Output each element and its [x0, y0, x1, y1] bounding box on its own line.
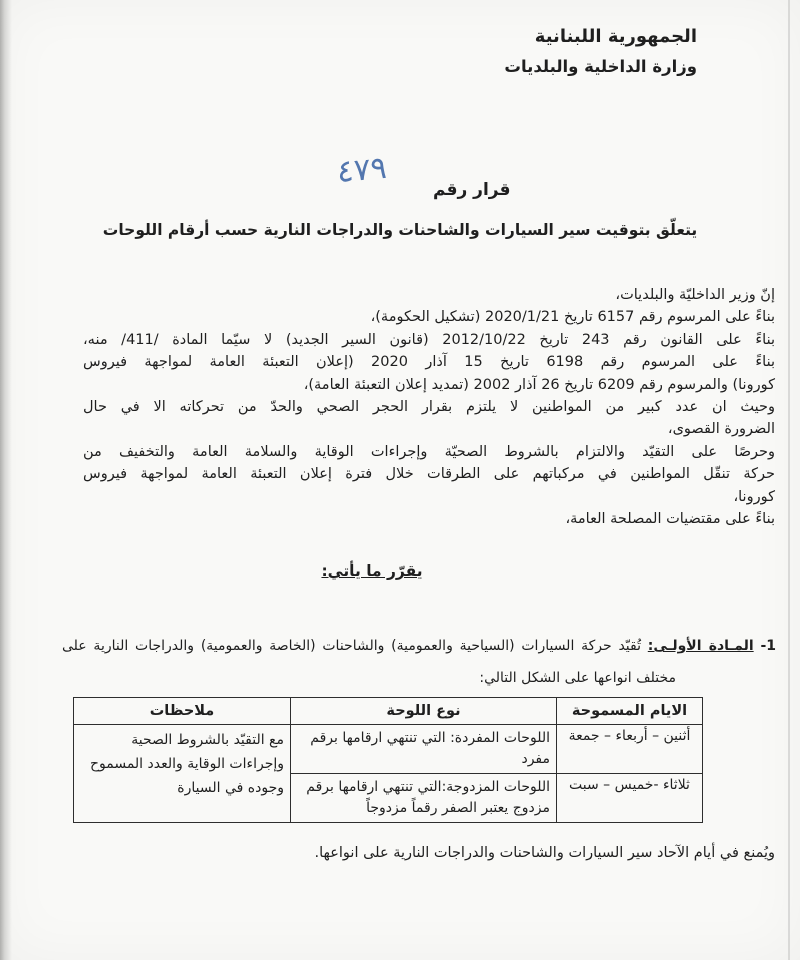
- allowed-days-even: ثلاثاء -خميس – سبت: [557, 774, 703, 823]
- allowed-days-odd: أثنين – أربعاء – جمعة: [557, 725, 703, 774]
- preamble-line: وحرصًا على التقيّد والالتزام بالشروط الصحيّة وإجراءات الوقاية والسلامة العامة والتخفيف من: [83, 443, 775, 460]
- article-1-line-2: مختلف انواعها على الشكل التالي:: [479, 670, 676, 686]
- article-1-number: 1-: [760, 638, 776, 654]
- preamble-line: كورونا) والمرسوم رقم 6209 تاريخ 26 آذار 2002 (تمديد إعلان التعبئة العامة)،: [303, 376, 775, 393]
- preamble-line: إنّ وزير الداخليّة والبلديات،: [615, 287, 775, 303]
- column-header-notes: ملاحظات: [74, 698, 291, 725]
- table-row: [74, 725, 703, 774]
- column-header-plate-type: نوع اللوحة: [291, 698, 557, 725]
- decides-heading-text: يقرّر ما يأتي:: [321, 562, 423, 580]
- plate-type-odd: اللوحات المفردة: التي تنتهي ارقامها برقم مفرد: [291, 725, 557, 774]
- plate-schedule-table: [73, 697, 703, 823]
- letterhead: [504, 22, 697, 82]
- decision-subject: يتعلّق بتوقيت سير السيارات والشاحنات والدراجات النارية حسب أرقام اللوحات: [102, 221, 698, 239]
- preamble-line: حركة تنقّل المواطنين في مركباتهم على الطرقات خلال فترة إعلان التعبئة العامة لمواجهة فيروس: [83, 466, 775, 483]
- page-right-edge-shadow: [788, 0, 790, 960]
- decides-heading: [0, 561, 800, 580]
- preamble-line: وحيث ان عدد كبير من المواطنين لا يلتزم بقرار الحجر الصحي والحدّ من تحركاته الا في حال: [83, 399, 775, 416]
- preamble-line: الضرورة القصوى،: [667, 421, 775, 438]
- preamble-line: كورونا،: [733, 488, 775, 505]
- article-1-body: تُقيّد حركة السيارات (السياحية والعمومية) والشاحنات (الخاصة والعمومية) والدراجات النارية على: [62, 638, 641, 654]
- notes-cell: مع التقيّد بالشروط الصحية وإجراءات الوقاية والعدد المسموح وجوده في السيارة: [74, 725, 291, 823]
- column-header-allowed-days: الايام المسموحة: [557, 698, 703, 725]
- preamble-line: بناءً على المرسوم رقم 6198 تاريخ 15 آذار 2020 (إعلان التعبئة العامة لمواجهة فيروس: [83, 354, 775, 371]
- preamble: [83, 284, 775, 530]
- article-1-line-1: [62, 634, 776, 658]
- republic-title: الجمهورية اللبنانية: [534, 26, 697, 47]
- article-1-title: المـادة الأولـى:: [647, 638, 754, 654]
- page-left-edge-shadow: [0, 0, 12, 960]
- ministry-title: وزارة الداخلية والبلديات: [504, 57, 697, 76]
- closing-statement: ويُمنع في أيام الآحاد سير السيارات والشاحنات والدراجات النارية على انواعها.: [314, 845, 775, 861]
- decision-number-handwritten: ٤٧٩: [336, 149, 388, 191]
- preamble-line: بناءً على المرسوم رقم 6157 تاريخ 2020/1/21 (تشكيل الحكومة)،: [370, 309, 775, 326]
- plate-type-even: اللوحات المزدوجة:التي تنتهي ارقامها برقم مزدوج يعتبر الصفر رقماً مزدوجاً: [291, 774, 557, 823]
- preamble-line: بناءً على القانون رقم 243 تاريخ 2012/10/22 (قانون السير الجديد) لا سيّما المادة /411/ منه،: [83, 331, 775, 348]
- decision-number-label: قرار رقم: [433, 180, 511, 200]
- table-header-row: [74, 698, 703, 725]
- preamble-line: بناءً على مقتضيات المصلحة العامة،: [565, 511, 775, 528]
- article-1: [62, 634, 776, 690]
